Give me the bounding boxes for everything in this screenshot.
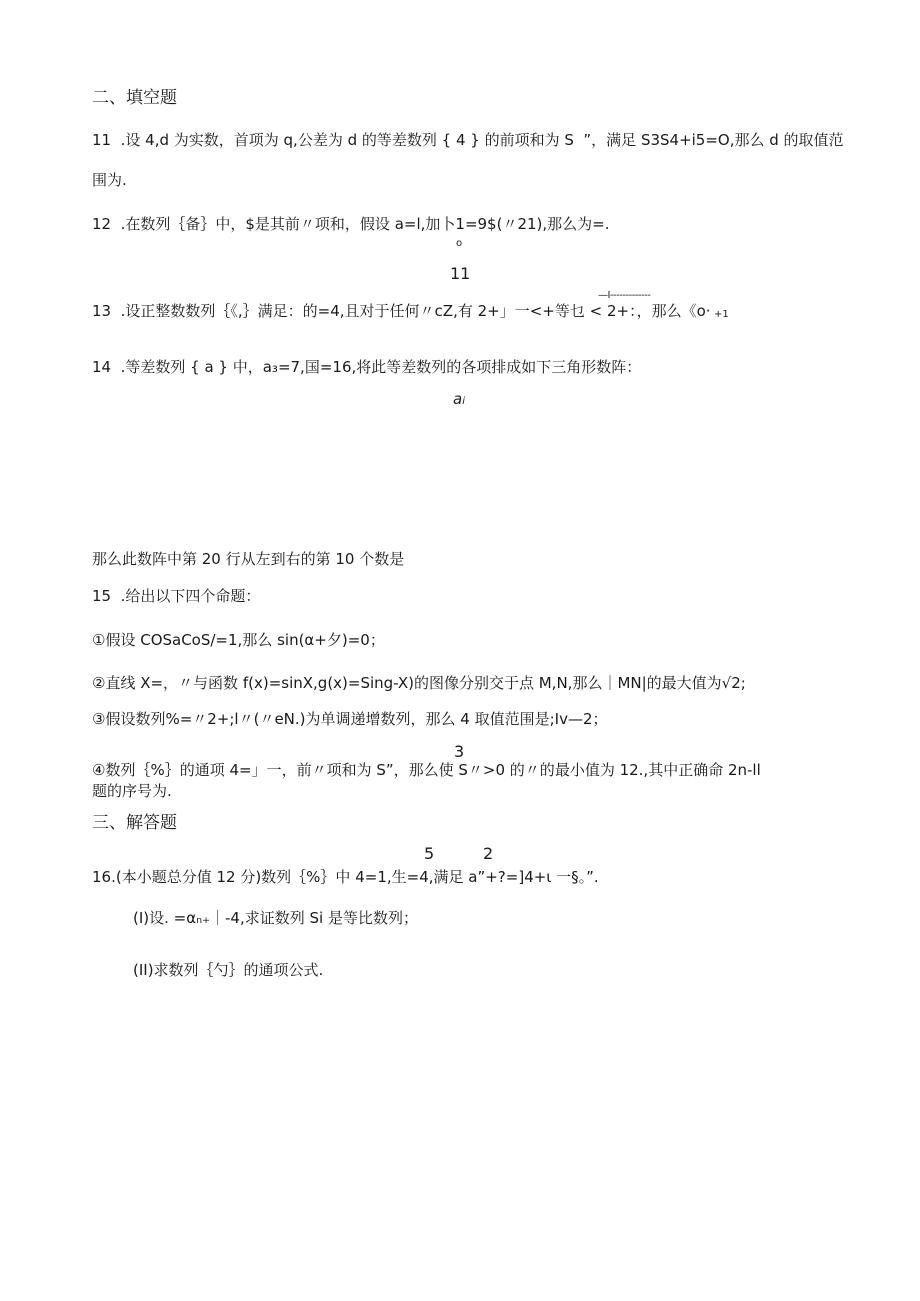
question-13-overline: —I-------------	[598, 290, 651, 301]
question-16-line: 16.(本小题总分值 12 分)数列｛%｝中 4=1,生=4,满足 a”+?=]4+ι 一§。”.	[92, 868, 599, 886]
question-12-mark: o	[456, 238, 463, 249]
question-11-line-2: 围为.	[92, 171, 127, 189]
question-14-follow-up: 那么此数阵中第 20 行从左到右的第 10 个数是	[92, 550, 405, 568]
question-14-line: 14 .等差数列 { a } 中，a₃=7,国=16,将此等差数列的各项排成如下三角形数阵：	[92, 358, 642, 376]
answer-section-title: 三、解答题	[92, 813, 177, 833]
proposition-4-numerator: 3	[454, 742, 465, 761]
question-15-line: 15 .给出以下四个命题：	[92, 587, 261, 605]
question-13-fraction-numerator: 11	[450, 264, 471, 283]
fill-blank-section-title: 二、填空题	[92, 88, 177, 108]
triangle-array-apex-subscript: i	[462, 396, 465, 407]
triangle-array-apex	[453, 389, 465, 412]
question-16-part-1: (I)设. =αₙ₊｜-4,求证数列 Si 是等比数列；	[133, 909, 418, 927]
question-12-line: 12 .在数列｛备｝中，$是其前〃项和，假设 a=l,加卜1=9$(〃21),那么为=.	[92, 215, 610, 233]
question-13-subscript: +1	[714, 309, 729, 320]
question-13-line: 13 .设正整数数列｛《,｝满足：的=4,且对于任何〃cZ,有 2+」一<+等乜 < 2+：，那么《o·	[92, 302, 711, 320]
proposition-4-end: 题的序号为.	[92, 782, 172, 800]
question-16-part-2: (II)求数列｛勺｝的通项公式.	[133, 961, 324, 979]
proposition-1: ①假设 COSaCoS/=1,那么 sin(α+夕)=0；	[92, 631, 385, 649]
question-16-exponent-right: 2	[483, 844, 494, 863]
question-11-line-1: 11 .设 4,d 为实数，首项为 q,公差为 d 的等差数列 { 4 } 的前项和为 S ”，满足 S3S4+i5=O,那么 d 的取值范	[92, 131, 844, 149]
proposition-4: ④数列｛%｝的通项 4=」一，前〃项和为 S”，那么使 S〃>0 的〃的最小值为 12.,其中正确命 2n-ll	[92, 761, 761, 779]
question-16-exponent-left: 5	[424, 844, 435, 863]
triangle-array-apex-symbol: a	[453, 390, 463, 408]
proposition-3: ③假设数列%=〃2+;l〃(〃eN.)为单调递增数列，那么 4 取值范围是;Iv—2；	[92, 710, 608, 728]
proposition-2: ②直线 X=，〃与函数 f(x)=sinX,g(x)=Sing-X)的图像分别交于点 M,N,那么｜MN|的最大值为√2;	[92, 674, 746, 692]
